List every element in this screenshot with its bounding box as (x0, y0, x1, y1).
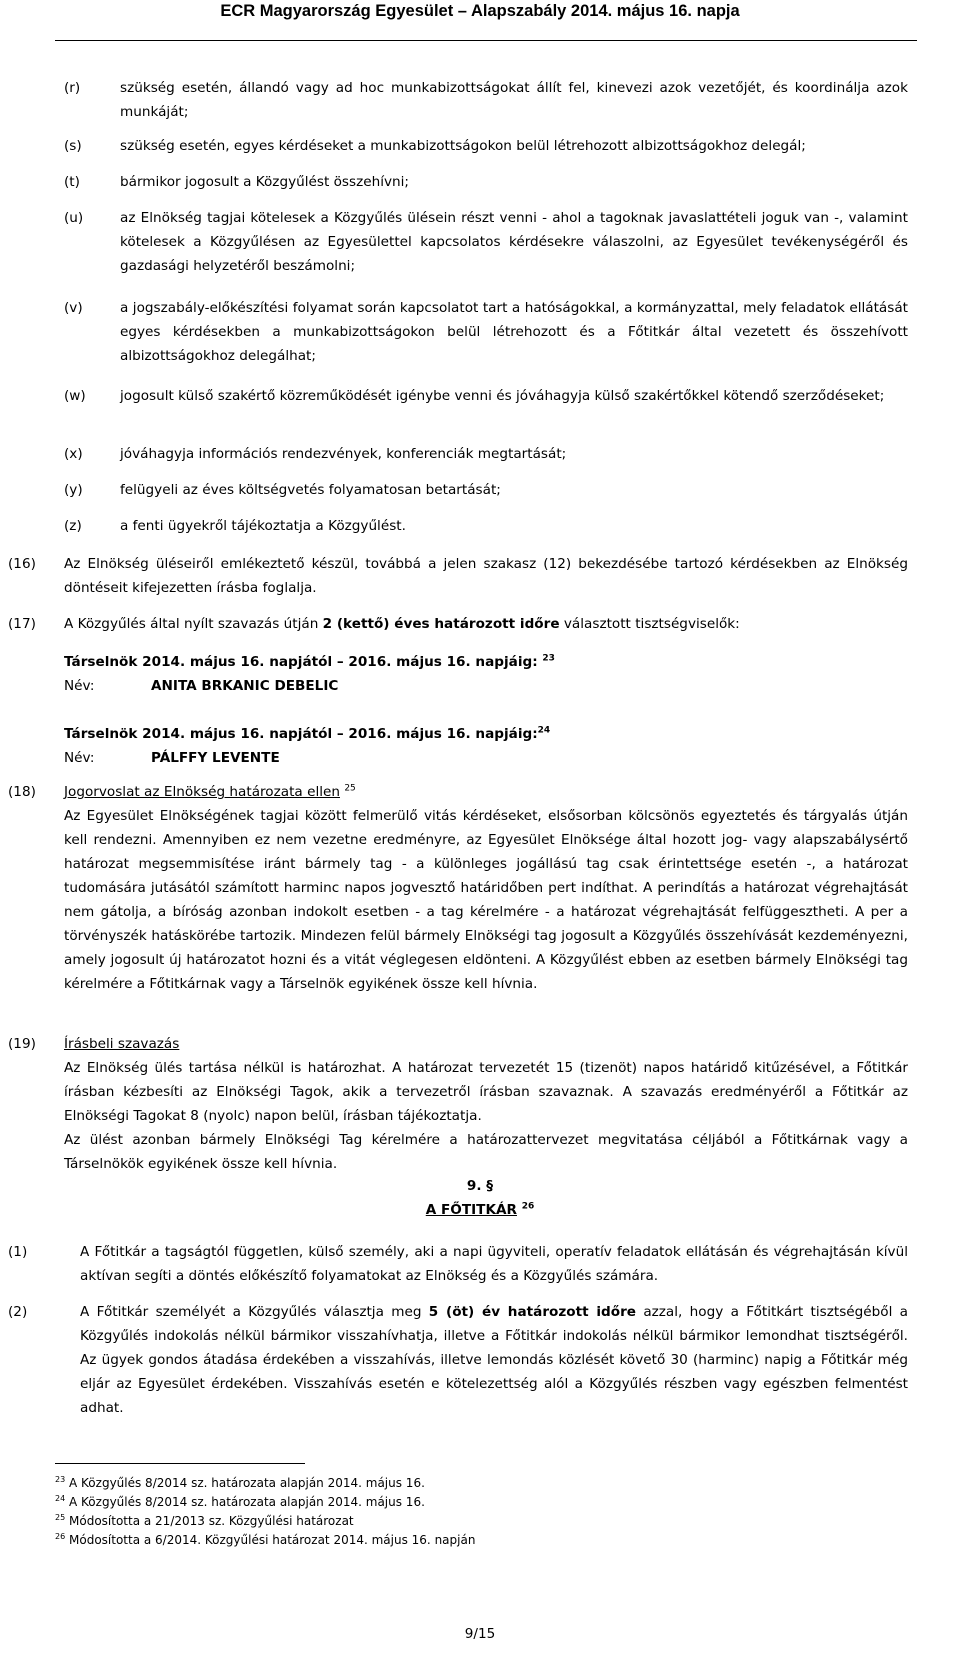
officer-1-term: Társelnök 2014. május 16. napjától – 2016. május 16. napjáig: $^{23}$ (64, 653, 555, 670)
ch9-item-2-text: A Főtitkár személyét a Közgyűlés választja meg 5 (öt) év határozott időre azzal, hogy a Főtitkárt tisztségéből a Közgyűlés indokolás nélkül bármikor visszahívhatja, illetve a Főtitkár indokolás nélkül bármikor lemondhat tisztségéről. Az ügyek gondos átadása érdekében a visszahívás, illetve lemondás közlését követő 30 (harminc) napig a Főtitkár még eljár az Egyesület érdekében. Visszahívás esetén e kötelezettség alól a Közgyűlés részben vagy egészben felmentést adhat. (80, 1304, 909, 1416)
list-label-x: (x) (64, 446, 83, 462)
officer-1-name-label: Név: (64, 678, 95, 694)
section-18-text: Az Egyesület Elnökségének tagjai között felmerülő vitás kérdéseket, elsősorban kölcsönös egyeztetés és tárgyalás útján kell rendezni. Amennyiben ez nem vezetne eredményre, az Egyesület Elnöksége által hozott jog- vagy alapszabálysértő határozat megsemmisítése iránt bármely tag - a különleges jogállású tag csak érintettsége esetén -, a határozat tudomására jutásától számított harminc napos jogvesztő határidőben pert indíthat. A perindítás a határozat végrehajtását nem gátolja, a bíróság azonban indokolt esetben - a tag kérelmére - a határozat végrehajtását felfüggesztheti. A per a törvényszék hatáskörébe tartozik. Mindezen felül bármely Elnökségi tag jogosult a Közgyűlés összehívását kezdeményezni, amely jogosult új határozatot hozni és a vitát véglegesen eldönteni. A Közgyűlést ebben az esetben bármely Elnökségi tag kérelmére a Főtitkárnak vagy a Társelnök egyikének össze kell hívnia. (64, 808, 908, 992)
list-item-t: bármikor jogosult a Közgyűlést összehívni; (120, 174, 409, 190)
section-19-label: (19) (8, 1036, 36, 1052)
list-item-z: a fenti ügyekről tájékoztatja a Közgyűlést. (120, 518, 406, 534)
section-18-label: (18) (8, 784, 36, 800)
list-item-u: az Elnökség tagjai kötelesek a Közgyűlés ülésein részt venni - ahol a tagoknak javaslattételi joguk van -, valamint kötelesek a Közgyűlésen az Egyesülettel kapcsolatos kérdésekre válaszolni, az Egyesület tevékenységéről és gazdasági helyzetéről beszámolni; (120, 210, 908, 274)
section-16-label: (16) (8, 556, 36, 572)
footnote-23: $^{23}$ A Közgyűlés 8/2014 sz. határozata alapján 2014. május 16. (55, 1475, 425, 1490)
ch9-item-1-label: (1) (8, 1244, 28, 1260)
ch9-item-2-label: (2) (8, 1304, 28, 1320)
list-item-y: felügyeli az éves költségvetés folyamatosan betartását; (120, 482, 501, 498)
section-19-text-2: Az ülést azonban bármely Elnökségi Tag kérelmére a határozattervezet megvitatása céljából a Főtitkárnak vagy a Társelnökök egyikének össze kell hívnia. (64, 1132, 908, 1172)
list-item-r: szükség esetén, állandó vagy ad hoc munkabizottságokat állít fel, kinevezi azok vezetőjét, és koordinálja azok munkáját; (120, 80, 908, 120)
list-label-r: (r) (64, 80, 81, 96)
list-item-w: jogosult külső szakértő közreműködését igénybe venni és jóváhagyja külső szakértőkkel kötendő szerződéseket; (120, 388, 885, 404)
officer-2-term: Társelnök 2014. május 16. napjától – 2016. május 16. napjáig:$^{24}$ (64, 725, 551, 742)
section-19-text-1: Az Elnökség ülés tartása nélkül is határozhat. A határozat tervezetét 15 (tizenöt) napos határidő kitűzésével, a Főtitkár írásban kézbesíti az Elnökségi Tagok, akik a tervezetről írásban szavaznak. A szavazás eredményéről a Főtitkár az Elnökségi Tagokat 8 (nyolc) napon belül, írásban tájékoztatja. (64, 1060, 908, 1124)
ch9-item-1-text: A Főtitkár a tagságtól független, külső személy, aki a napi ügyviteli, operatív feladatok ellátásán és végrehajtásán kívül aktívan segíti a döntés előkészítő folyamatokat az Elnökség és a Közgyűlés számára. (80, 1244, 908, 1284)
section-17-label: (17) (8, 616, 36, 632)
page-header: ECR Magyarország Egyesület – Alapszabály 2014. május 16. napja (220, 2, 740, 20)
list-label-z: (z) (64, 518, 82, 534)
list-item-s: szükség esetén, egyes kérdéseket a munkabizottságokon belül létrehozott albizottságokhoz delegál; (120, 138, 806, 154)
section-18-title: Jogorvoslat az Elnökség határozata ellen $^{25}$ (64, 783, 356, 800)
footnote-25: $^{25}$ Módosította a 21/2013 sz. Közgyűlési határozat (55, 1513, 354, 1528)
list-label-t: (t) (64, 174, 80, 190)
officer-2-name: PÁLFFY LEVENTE (151, 750, 280, 766)
header-rule (55, 40, 917, 41)
section-17-text: A Közgyűlés által nyílt szavazás útján 2 (kettő) éves határozott időre választott tisztségviselők: (64, 616, 740, 632)
page-number: 9/15 (464, 1626, 496, 1642)
officer-1-name: ANITA BRKANIC DEBELIC (151, 678, 339, 694)
footnote-rule (55, 1463, 305, 1464)
section-19-title: Írásbeli szavazás (64, 1036, 180, 1052)
chapter-number: 9. § (466, 1178, 494, 1194)
list-label-y: (y) (64, 482, 83, 498)
chapter-title: A FŐTITKÁR $^{26}$ (425, 1201, 535, 1218)
officer-2-name-label: Név: (64, 750, 95, 766)
list-label-s: (s) (64, 138, 82, 154)
list-label-u: (u) (64, 210, 84, 226)
list-label-w: (w) (64, 388, 86, 404)
footnote-26: $^{26}$ Módosította a 6/2014. Közgyűlési határozat 2014. május 16. napján (55, 1532, 476, 1547)
list-label-v: (v) (64, 300, 83, 316)
footnote-24: $^{24}$ A Közgyűlés 8/2014 sz. határozata alapján 2014. május 16. (55, 1494, 425, 1509)
list-item-x: jóváhagyja információs rendezvények, konferenciák megtartását; (120, 446, 567, 462)
list-item-v: a jogszabály-előkészítési folyamat során kapcsolatot tart a hatóságokkal, a kormányzattal, mely feladatok ellátását egyes kérdésekben a munkabizottságokon belül létrehozott és a Főtitkár által vezetett és összehívott albizottságokhoz delegálhat; (120, 300, 908, 364)
section-16-text: Az Elnökség üléseiről emlékeztető készül, továbbá a jelen szakasz (12) bekezdésébe tartozó kérdésekben az Elnökség döntéseit kifejezetten írásba foglalja. (64, 556, 908, 596)
